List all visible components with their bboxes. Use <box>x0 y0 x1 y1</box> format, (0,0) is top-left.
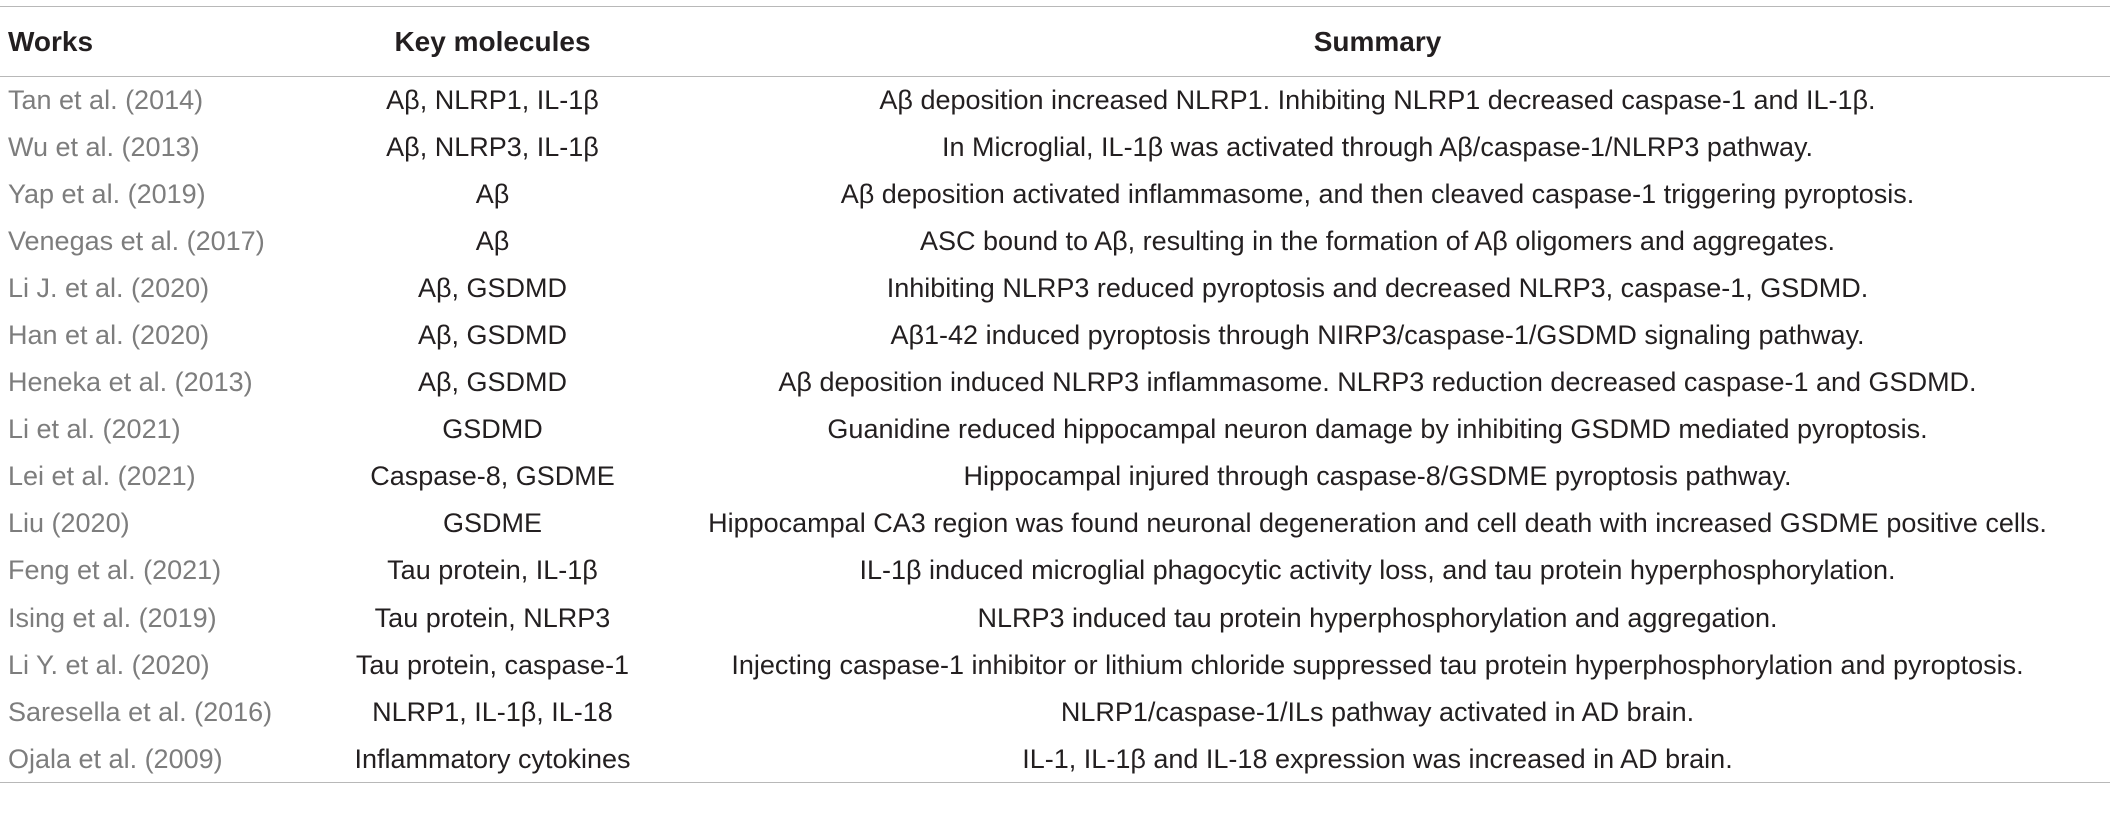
cell-summary: Aβ deposition activated inflammasome, and then cleaved caspase-1 triggering pyroptosis. <box>840 178 1915 209</box>
cell-summary: Inhibiting NLRP3 reduced pyroptosis and decreased NLRP3, caspase-1, GSDMD. <box>886 272 1869 303</box>
table-row <box>0 406 2110 453</box>
cell-summary: NLRP1/caspase-1/ILs pathway activated in AD brain. <box>1060 696 1695 727</box>
table-row <box>0 595 2110 642</box>
table-row <box>0 265 2110 312</box>
cell-works: Yap et al. (2019) <box>8 178 206 209</box>
cell-summary: Hippocampal injured through caspase-8/GSDME pyroptosis pathway. <box>963 461 1792 492</box>
cell-key-molecules: GSDMD <box>442 414 543 445</box>
table-row <box>0 547 2110 594</box>
table-row <box>0 171 2110 218</box>
cell-key-molecules: Aβ, NLRP1, IL-1β <box>386 84 599 115</box>
cell-summary: Aβ deposition induced NLRP3 inflammasome. NLRP3 reduction decreased caspase-1 and GSDMD. <box>778 367 1977 398</box>
table-row <box>0 500 2110 547</box>
cell-key-molecules: GSDME <box>442 508 542 539</box>
cell-works: Han et al. (2020) <box>8 320 210 351</box>
header-row <box>0 7 2110 77</box>
table-header <box>0 7 2110 77</box>
cell-works: Heneka et al. (2013) <box>8 367 253 398</box>
cell-works: Liu (2020) <box>8 508 130 539</box>
cell-works: Li et al. (2021) <box>8 414 181 445</box>
cell-works: Lei et al. (2021) <box>8 461 196 492</box>
table-row <box>0 312 2110 359</box>
column-header-key-molecules: Key molecules <box>340 7 645 77</box>
cell-works: Saresella et al. (2016) <box>8 696 273 727</box>
table-row <box>0 642 2110 689</box>
cell-key-molecules: Aβ, GSDMD <box>417 272 568 303</box>
cell-key-molecules: Aβ <box>475 178 510 209</box>
cell-works: Tan et al. (2014) <box>8 84 204 115</box>
cell-key-molecules: Inflammatory cytokines <box>340 736 645 783</box>
cell-works: Ojala et al. (2009) <box>0 736 340 783</box>
pyroptosis-works-table <box>0 6 2110 783</box>
cell-works: Feng et al. (2021) <box>8 555 222 586</box>
column-header-summary: Summary <box>645 7 2110 77</box>
cell-summary: IL-1β induced microglial phagocytic activity loss, and tau protein hyperphosphorylation. <box>859 555 1896 586</box>
cell-summary: ASC bound to Aβ, resulting in the formation of Aβ oligomers and aggregates. <box>919 225 1836 256</box>
cell-key-molecules: Aβ, GSDMD <box>417 320 568 351</box>
cell-works: Wu et al. (2013) <box>8 131 200 162</box>
cell-summary: Aβ deposition increased NLRP1. Inhibiting NLRP1 decreased caspase-1 and IL-1β. <box>879 84 1876 115</box>
table-row <box>0 124 2110 171</box>
cell-key-molecules: Tau protein, IL-1β <box>387 555 598 586</box>
cell-key-molecules: NLRP1, IL-1β, IL-18 <box>372 696 613 727</box>
cell-works: Ising et al. (2019) <box>8 602 217 633</box>
cell-works: Venegas et al. (2017) <box>8 225 265 256</box>
table-row <box>0 453 2110 500</box>
cell-key-molecules: Tau protein, caspase-1 <box>355 649 630 680</box>
cell-works: Li J. et al. (2020) <box>8 272 210 303</box>
cell-key-molecules: Aβ <box>475 225 510 256</box>
cell-summary: IL-1, IL-1β and IL-18 expression was increased in AD brain. <box>645 736 2110 783</box>
cell-summary: Injecting caspase-1 inhibitor or lithium chloride suppressed tau protein hyperphosphorylation and pyroptosis. <box>731 649 2024 680</box>
cell-key-molecules: Tau protein, NLRP3 <box>374 602 611 633</box>
column-header-works: Works <box>0 7 340 77</box>
table-row <box>0 77 2110 124</box>
cell-summary: NLRP3 induced tau protein hyperphosphorylation and aggregation. <box>977 602 1778 633</box>
cell-works: Li Y. et al. (2020) <box>8 649 210 680</box>
table-body <box>0 77 2110 783</box>
cell-summary: Aβ1-42 induced pyroptosis through NIRP3/caspase-1/GSDMD signaling pathway. <box>890 320 1865 351</box>
table-row <box>0 736 2110 783</box>
cell-summary: Guanidine reduced hippocampal neuron damage by inhibiting GSDMD mediated pyroptosis. <box>827 414 1928 445</box>
table-row <box>0 359 2110 406</box>
table-row <box>0 218 2110 265</box>
cell-key-molecules: Caspase-8, GSDME <box>370 461 615 492</box>
cell-summary: In Microglial, IL-1β was activated through Aβ/caspase-1/NLRP3 pathway. <box>942 131 1813 162</box>
table-row <box>0 689 2110 736</box>
cell-key-molecules: Aβ, NLRP3, IL-1β <box>386 131 599 162</box>
cell-key-molecules: Aβ, GSDMD <box>417 367 568 398</box>
cell-summary: Hippocampal CA3 region was found neuronal degeneration and cell death with increased GSDME positive cells. <box>708 508 2047 539</box>
